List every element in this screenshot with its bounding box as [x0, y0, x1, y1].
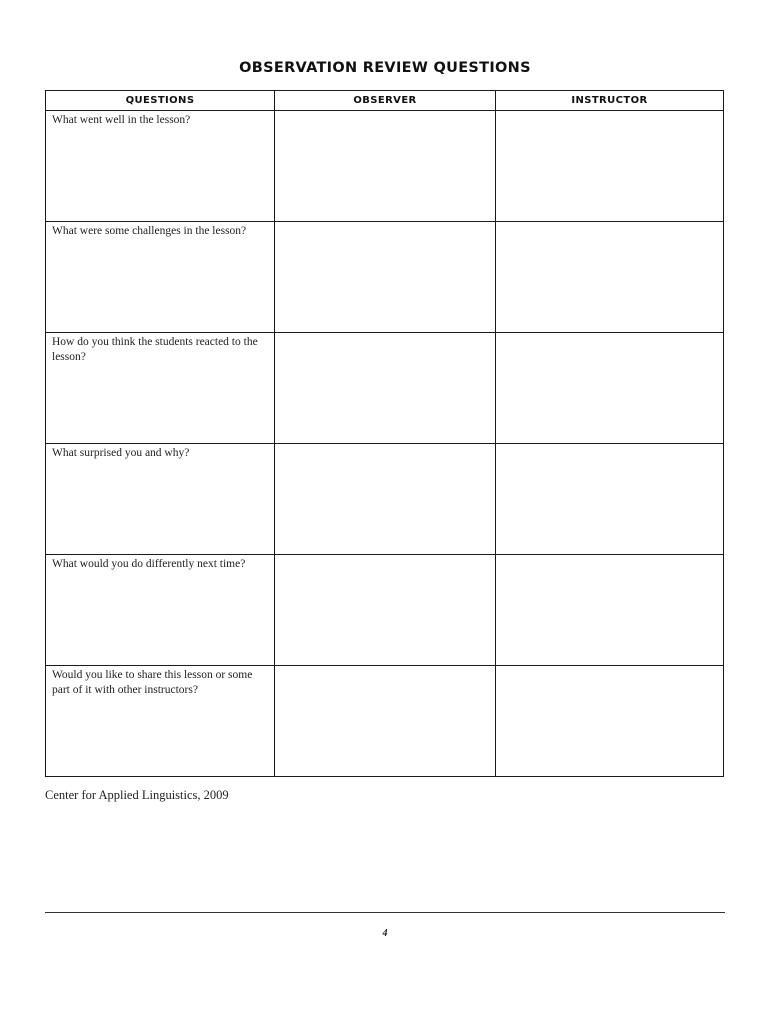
question-cell	[46, 222, 275, 333]
instructor-answer-cell[interactable]	[496, 333, 724, 444]
credit-line: Center for Applied Linguistics, 2009	[45, 788, 229, 802]
table-header-row	[46, 91, 724, 111]
observer-answer-cell[interactable]	[275, 444, 496, 555]
page-number: 4	[382, 928, 388, 939]
question-cell	[46, 333, 275, 444]
question-text: What were some challenges in the lesson?	[52, 225, 247, 237]
table-row	[46, 666, 724, 777]
question-text: What went well in the lesson?	[52, 114, 191, 126]
instructor-answer-cell[interactable]	[496, 444, 724, 555]
question-cell	[46, 555, 275, 666]
observer-answer-cell[interactable]	[275, 555, 496, 666]
footer-divider	[45, 912, 725, 913]
question-text: How do you think the students reacted to the lesson?	[52, 336, 258, 363]
observer-answer-cell[interactable]	[275, 333, 496, 444]
header-observer: OBSERVER	[275, 91, 496, 111]
observer-answer-cell[interactable]	[275, 666, 496, 777]
instructor-answer-cell[interactable]	[496, 222, 724, 333]
question-text: What surprised you and why?	[52, 447, 190, 459]
table-row	[46, 444, 724, 555]
question-cell	[46, 444, 275, 555]
header-instructor: INSTRUCTOR	[496, 91, 724, 111]
table-row	[46, 333, 724, 444]
table-row	[46, 111, 724, 222]
observer-answer-cell[interactable]	[275, 111, 496, 222]
question-text: What would you do differently next time?	[52, 558, 246, 570]
header-questions: QUESTIONS	[46, 91, 275, 111]
page-title: OBSERVATION REVIEW QUESTIONS	[239, 60, 531, 76]
instructor-answer-cell[interactable]	[496, 111, 724, 222]
table-row	[46, 555, 724, 666]
question-text: Would you like to share this lesson or some part of it with other instructors?	[52, 669, 253, 696]
question-cell	[46, 666, 275, 777]
table-row	[46, 222, 724, 333]
observer-answer-cell[interactable]	[275, 222, 496, 333]
instructor-answer-cell[interactable]	[496, 666, 724, 777]
question-cell	[46, 111, 275, 222]
instructor-answer-cell[interactable]	[496, 555, 724, 666]
observation-review-table	[45, 90, 724, 777]
